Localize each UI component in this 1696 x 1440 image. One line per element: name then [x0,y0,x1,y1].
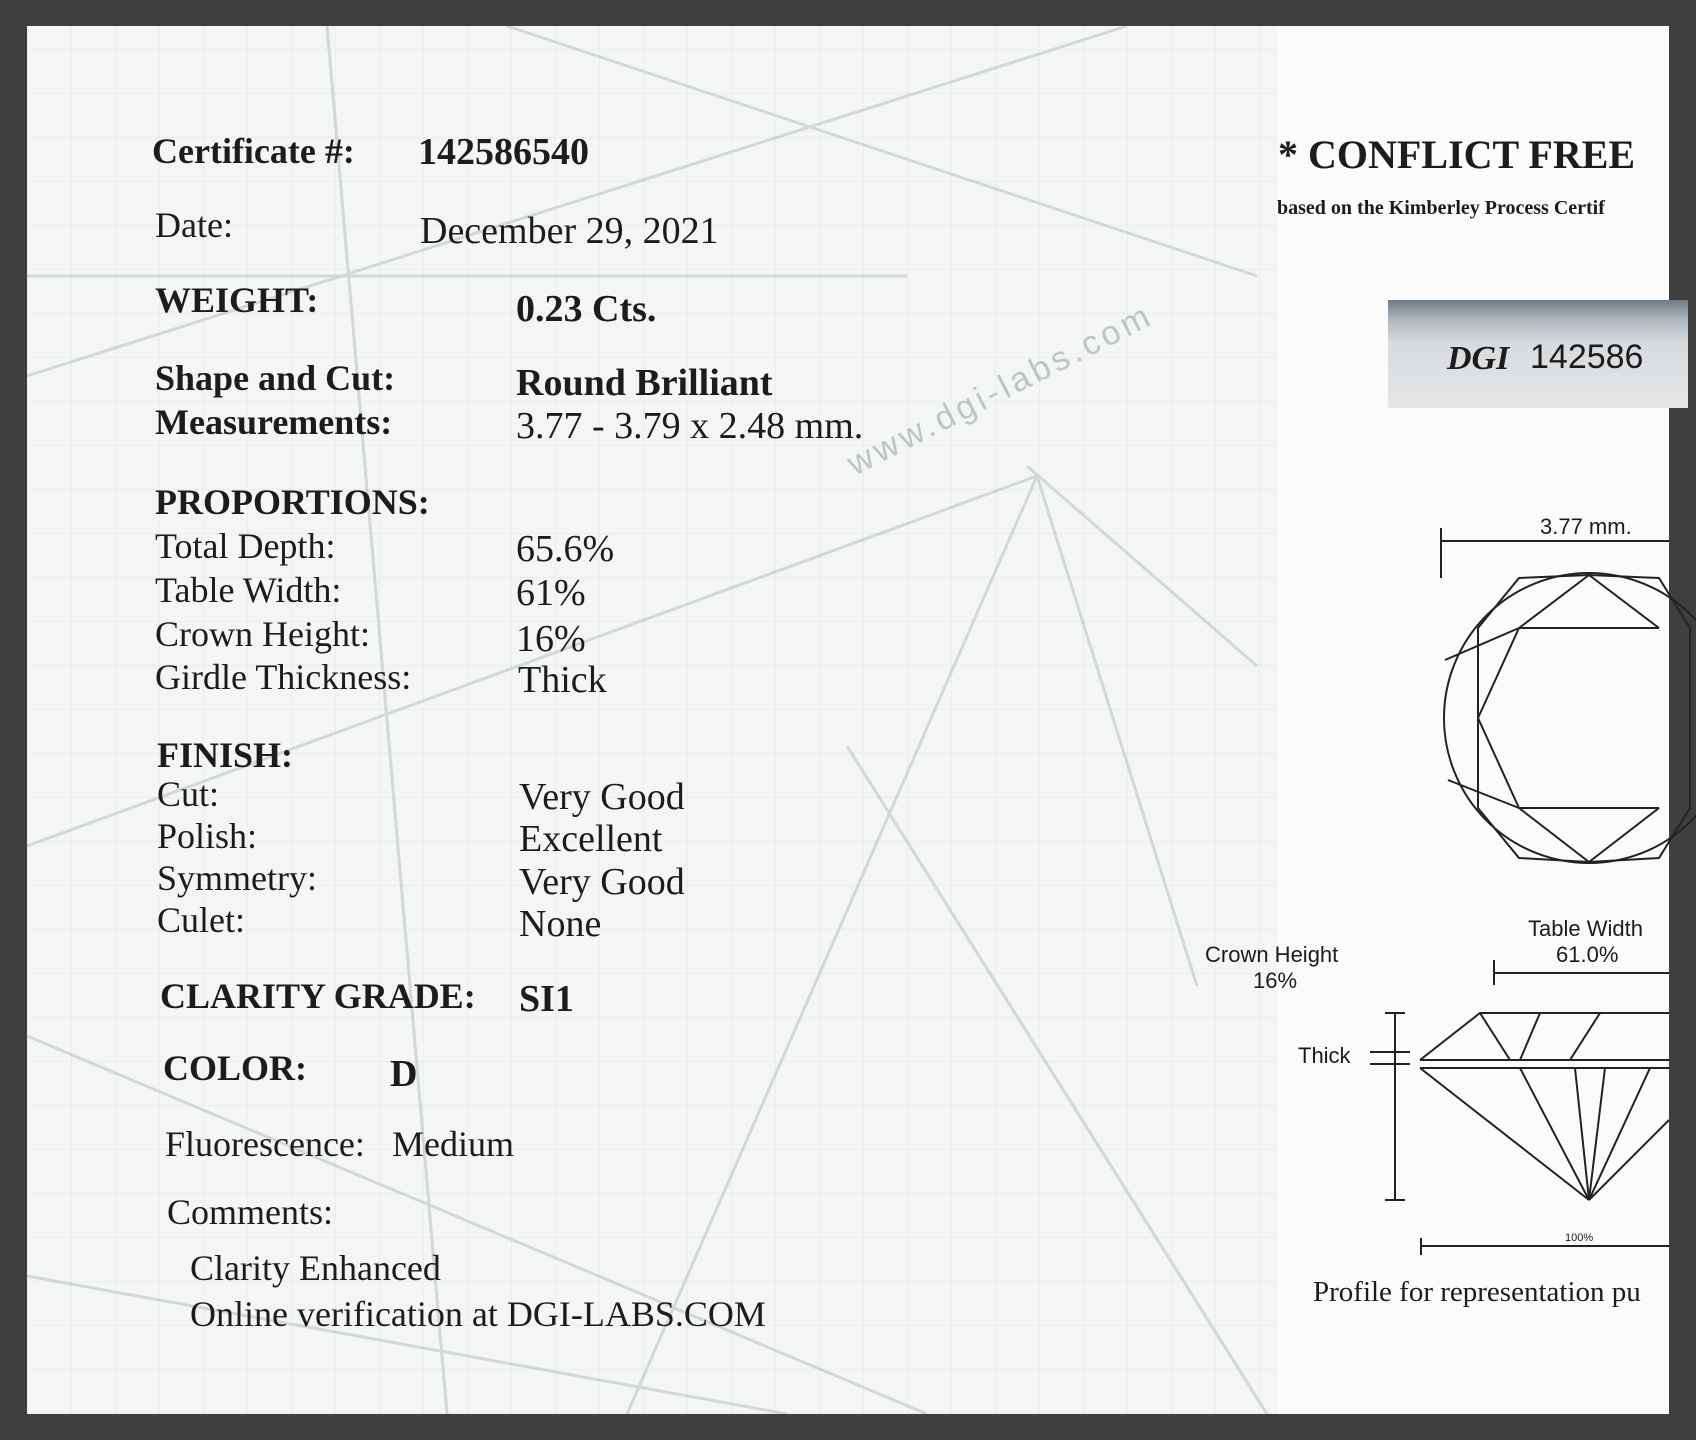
clarity-grade-value: SI1 [519,978,574,1020]
table-width-label: Table Width: [155,570,342,610]
girdle-thickness-label: Girdle Thickness: [155,657,412,697]
shape-value: Round Brilliant [516,362,773,404]
finish-heading: FINISH: [157,735,294,775]
fluorescence-label: Fluorescence: [165,1124,365,1164]
polish-label: Polish: [157,816,258,856]
profile-caption: Profile for representation pu [1313,1276,1641,1308]
diameter-label: 3.77 mm. [1540,514,1632,539]
cut-label: Cut: [157,774,220,814]
polish-value: Excellent [519,818,663,860]
total-depth-label: Total Depth: [155,526,336,566]
symmetry-label: Symmetry: [157,858,317,898]
weight-label: WEIGHT: [155,280,319,320]
watermark-text: www.dgi-labs.com [841,295,1160,484]
comments-label: Comments: [167,1192,334,1232]
certificate-number-label: Certificate #: [152,131,355,171]
color-label: COLOR: [163,1048,307,1088]
comment-line: Clarity Enhanced [190,1248,441,1288]
table-width-value: 61% [516,572,586,614]
total-diagram-label: 100% [1565,1232,1594,1244]
girdle-thickness-value: Thick [518,659,607,701]
certificate-number-value: 142586540 [418,131,589,173]
comment-line: Online verification at DGI-LABS.COM [190,1294,766,1334]
symmetry-value: Very Good [519,861,685,903]
date-label: Date: [155,205,233,245]
shape-label: Shape and Cut: [155,358,396,398]
girdle-diagram-label: Thick [1298,1043,1351,1068]
clarity-grade-label: CLARITY GRADE: [160,976,476,1016]
measurements-label: Measurements: [155,402,393,442]
color-value: D [390,1053,418,1095]
culet-value: None [519,903,602,945]
kimberley-note: based on the Kimberley Process Certif [1277,197,1605,219]
fluorescence-value: Medium [392,1124,514,1164]
table-width-diagram-value: 61.0% [1556,942,1619,967]
conflict-free-heading: * CONFLICT FREE [1278,132,1636,177]
crown-height-value: 16% [516,618,586,660]
crown-height-diagram-value: 16% [1253,968,1298,993]
crown-height-label: Crown Height: [155,614,370,654]
measurements-value: 3.77 - 3.79 x 2.48 mm. [516,405,864,447]
date-value: December 29, 2021 [420,210,719,252]
dgi-number: 142586 [1530,338,1644,376]
cut-value: Very Good [519,776,685,818]
proportions-heading: PROPORTIONS: [155,482,430,522]
weight-value: 0.23 Cts. [516,288,657,330]
total-depth-value: 65.6% [516,528,615,570]
culet-label: Culet: [157,900,245,940]
dgi-logo: DGI [1447,340,1510,377]
table-width-diagram-label: Table Width [1528,916,1643,941]
crown-height-diagram-label: Crown Height [1205,942,1339,967]
